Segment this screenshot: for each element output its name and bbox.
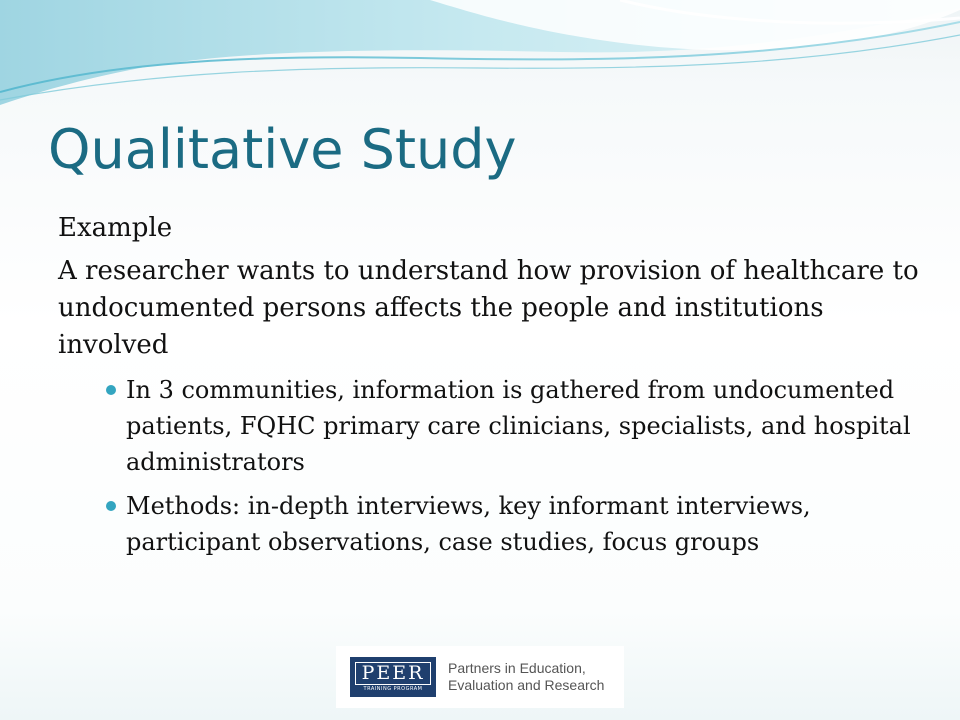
bullet-dot-icon [106,501,116,511]
org-name-line-2: Evaluation and Research [448,677,605,693]
logo-peer-text: PEER [355,662,432,685]
bullet-text: In 3 communities, information is gathered from undocumented patients, FQHC primary care clinicians, specialists, and hospital administrators [126,376,911,476]
example-label: Example [58,213,173,243]
bullet-item [106,372,938,480]
bullet-item [106,488,938,560]
bullet-dot-icon [106,385,116,395]
organization-name [448,660,604,694]
slide-body [58,210,938,568]
header-wave-decoration [0,0,960,120]
org-name-line-1: Partners in Education, [448,660,586,676]
logo-subtitle: TRAINING PROGRAM [363,686,423,692]
footer-logo-area [336,646,624,708]
bullet-text: Methods: in-depth interviews, key informant interviews, participant observations, case studies, focus groups [126,492,811,556]
bullet-list [58,372,938,560]
slide-title: Qualitative Study [48,118,517,181]
intro-paragraph: A researcher wants to understand how provision of healthcare to undocumented persons affects the people and institutions involved [58,256,919,360]
peer-logo [350,657,436,697]
